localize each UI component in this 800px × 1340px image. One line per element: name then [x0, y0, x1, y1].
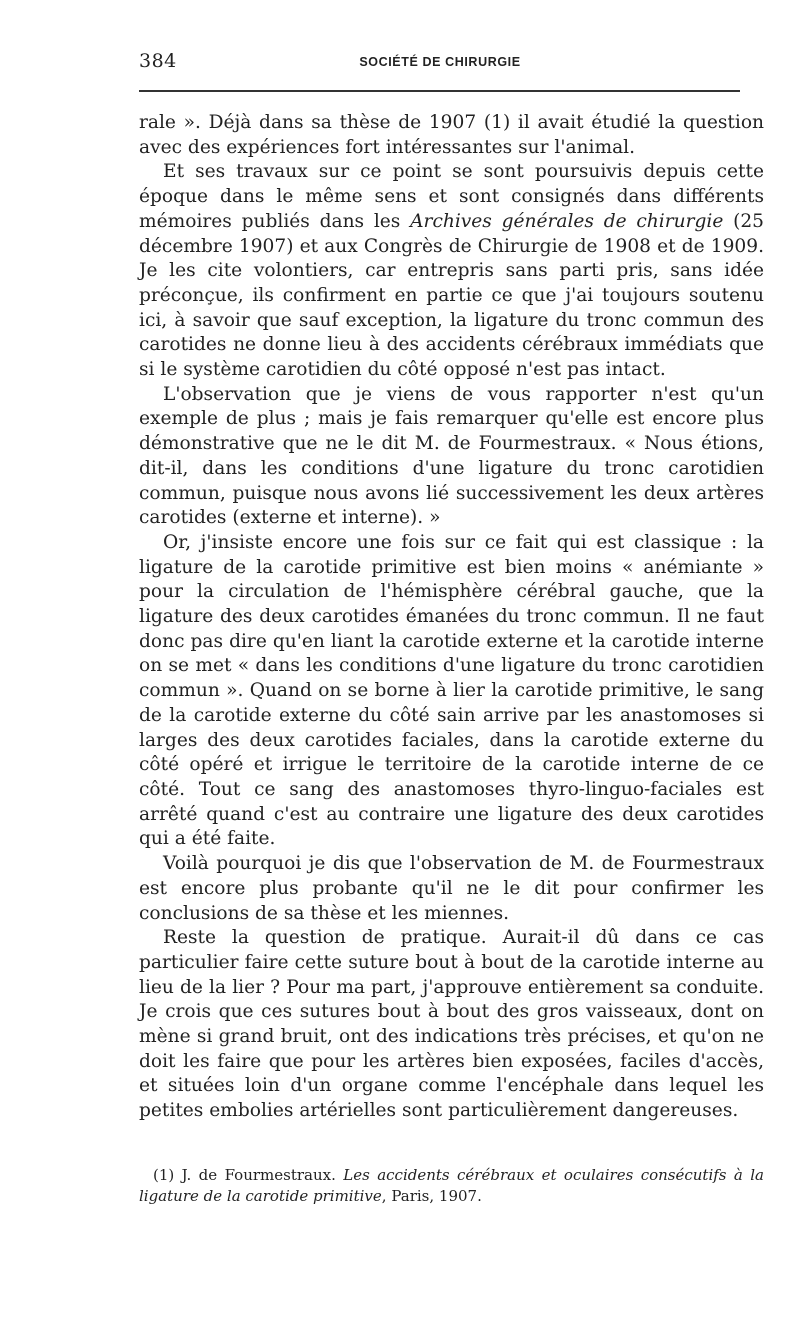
- paragraph-1: rale ». Déjà dans sa thèse de 1907 (1) il avait étudié la question avec des expériences fort intéressantes sur l'animal.: [139, 112, 764, 158]
- paragraph-2-text-after: (25 décembre 1907) et aux Congrès de Chirurgie de 1908 et de 1909. Je les cite volontiers, car entrepris sans parti pris, sans idée préconçue, ils confirment en partie ce que j'ai toujours soutenu ici, à savoir que sauf exception, la ligature du tronc commun des carotides ne donne lieu à des accidents cérébraux immédiats que si le système carotidien du côté opposé n'est pas intact.: [139, 210, 765, 381]
- running-head: SOCIÉTÉ DE CHIRURGIE: [359, 55, 521, 69]
- footnote-lead: (1) J. de Fourmestraux.: [153, 1166, 344, 1184]
- journal-title: Archives générales de chirurgie: [410, 210, 724, 232]
- paragraph-5: Voilà pourquoi je dis que l'observation de M. de Fourmestraux est encore plus probante qu'il ne le dit pour confirmer les conclusions de sa thèse et les miennes.: [139, 853, 764, 924]
- paragraph-2-text-before: Et ses travaux sur ce point se sont poursuivis depuis cette époque dans le même sens et sont consignés dans différents mémoires publiés dans les: [139, 161, 764, 232]
- paragraph-2: [139, 160, 764, 382]
- footnote: [139, 1165, 764, 1207]
- page-number: 384: [139, 50, 177, 72]
- body-text: [139, 111, 764, 1124]
- footnote-title: Les accidents cérébraux et oculaires consécutifs à la ligature de la carotide primitive: [139, 1166, 764, 1205]
- footnote-tail: , Paris, 1907.: [381, 1187, 482, 1205]
- paragraph-3: L'observation que je viens de vous rapporter n'est qu'un exemple de plus ; mais je fais remarquer qu'elle est encore plus démonstrative que ne le dit M. de Fourmestraux. « Nous étions, dit-il, dans les conditions d'une ligature du tronc carotidien commun, puisque nous avons lié successivement les deux artères carotides (externe et interne). »: [139, 383, 764, 529]
- paragraph-6: Reste la question de pratique. Aurait-il dû dans ce cas particulier faire cette suture bout à bout de la carotide interne au lieu de la lier ? Pour ma part, j'approuve entièrement sa conduite. Je crois que ces sutures bout à bout des gros vaisseaux, dont on mène si grand bruit, ont des indications très précises, et qu'on ne doit les faire que pour les artères bien exposées, faciles d'accès, et situées loin d'un organe comme l'encéphale dans lequel les petites embolies artérielles sont particulièrement dangereuses.: [139, 927, 764, 1122]
- header-rule: [139, 90, 740, 92]
- paragraph-4: Or, j'insiste encore une fois sur ce fait qui est classique : la ligature de la carotide primitive est bien moins « anémiante » pour la circulation de l'hémisphère cérébral gauche, que la ligature des deux carotides émanées du tronc commun. Il ne faut donc pas dire qu'en liant la carotide externe et la carotide interne on se met « dans les conditions d'une ligature du tronc carotidien commun ». Quand on se borne à lier la carotide primitive, le sang de la carotide externe du côté sain arrive par les anastomoses si larges des deux carotides faciales, dans la carotide externe du côté opéré et irrigue le territoire de la carotide interne de ce côté. Tout ce sang des anastomoses thyro-linguo-faciales est arrêté quand c'est au contraire une ligature des deux carotides qui a été faite.: [139, 531, 764, 850]
